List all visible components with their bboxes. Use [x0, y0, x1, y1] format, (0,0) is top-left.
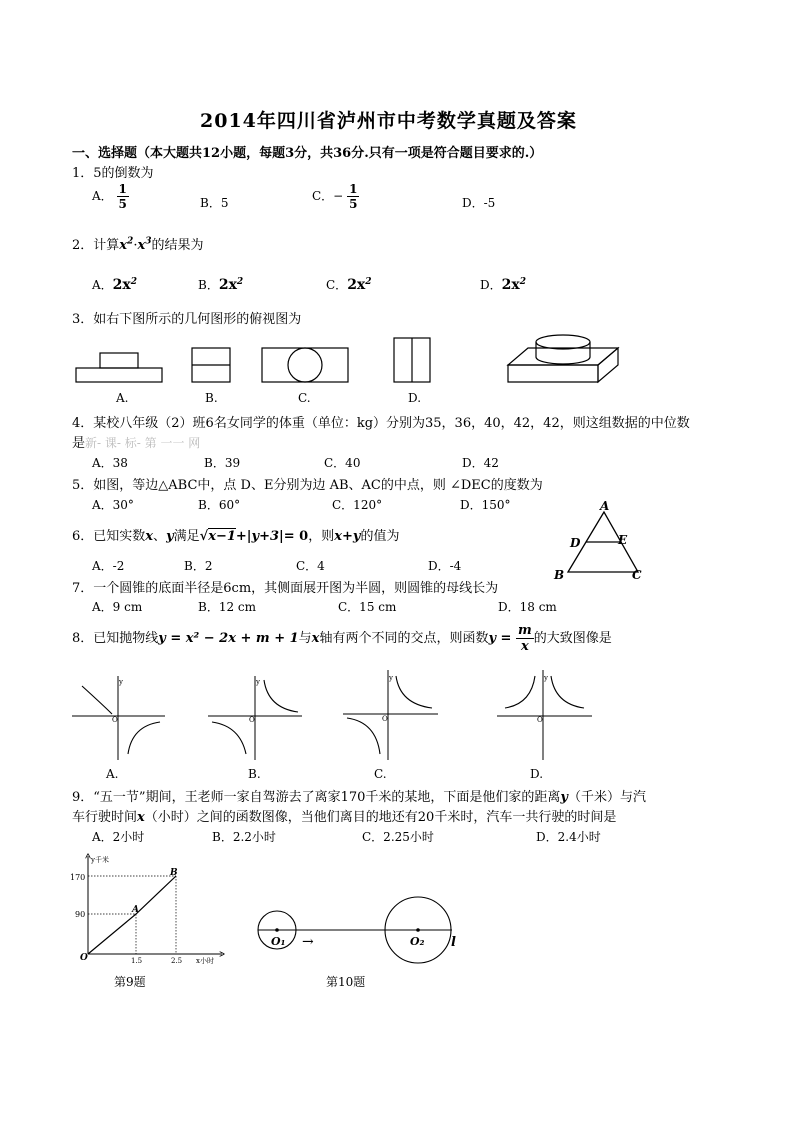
q2-option-a: A．$2x^2$ — [92, 277, 138, 293]
q10-o1: O₁ — [271, 935, 286, 948]
q3-stem: 3．如右下图所示的几何图形的俯视图为 — [72, 312, 302, 327]
q5-stem: 5．如图，等边△ABC中，点 D、E分别为边 AB、AC的中点，则 ∠DEC的度数为 — [72, 478, 543, 493]
q6-option-a: A．-2 — [92, 559, 125, 573]
q8-d-o: O — [537, 716, 543, 724]
q4-option-d: D．42 — [462, 456, 499, 470]
q6-option-c: C．4 — [296, 559, 325, 573]
q8-label-c: C. — [374, 767, 387, 781]
page-title: 2014年四川省泸州市中考数学真题及答案 — [200, 110, 577, 132]
q7-stem: 7．一个圆锥的底面半径是6cm，其侧面展开图为半圆，则圆锥的母线长为 — [72, 581, 499, 596]
q1-stem: 1．5的倒数为 — [72, 166, 154, 181]
q1-option-b: B．5 — [200, 196, 229, 210]
q9-origin: O — [80, 953, 88, 963]
section-heading: 一、选择题（本大题共12小题，每题3分，共36分.只有一项是符合题目要求的.） — [72, 146, 543, 161]
q3-label-a: A. — [116, 391, 129, 405]
q7-option-b: B．12 cm — [198, 600, 257, 614]
q3-label-b: B. — [205, 391, 218, 405]
q8-c-o: O — [382, 715, 388, 723]
q5-option-b: B．60° — [198, 498, 241, 512]
q2-stem: 2．计算$x^2\cdot x^3$的结果为 — [72, 236, 204, 253]
q8-d-y: y — [544, 674, 548, 682]
q9-option-b: B．2.2小时 — [212, 830, 276, 844]
q6-option-d: D．-4 — [428, 559, 462, 573]
q1-option-a: A． $\frac{1}{5}$ — [92, 182, 127, 211]
q8-label-d: D. — [530, 767, 544, 781]
q2-option-c: C．$2x^2$ — [326, 277, 372, 293]
q2-option-b: B．$2x^2$ — [198, 277, 244, 293]
q10-caption: 第10题 — [326, 975, 366, 989]
q9-ylabel: y千米 — [91, 856, 109, 864]
q8-b-y: y — [256, 678, 260, 686]
q9-y90: 90 — [75, 910, 86, 919]
q8-a-y: y — [119, 678, 123, 686]
q1-option-d: D．-5 — [462, 196, 496, 210]
q8-c-y: y — [389, 674, 393, 682]
q9-xlabel: x小时 — [196, 957, 214, 965]
watermark: 新- 课- 标- 第 一一 网 — [85, 436, 201, 450]
q8-a-o: O — [112, 716, 118, 724]
q5-option-d: D．150° — [460, 498, 511, 512]
q2-option-d: D．$2x^2$ — [480, 277, 526, 293]
q8-stem: 8．已知抛物线y = x² − 2x + m + 1与x轴有两个不同的交点，则函数y = $\frac{m}{x}$ 的大致图像是 — [72, 623, 612, 654]
q1-option-c: C．− $\frac{1}{5}$ — [312, 182, 358, 211]
fig5-label-d: D — [570, 536, 581, 550]
q9-x15: 1.5 — [131, 957, 143, 965]
fig5-label-c: C — [632, 568, 642, 582]
q10-line-l: l — [451, 935, 456, 950]
q3-label-c: C. — [298, 391, 311, 405]
q4-option-c: C．40 — [324, 456, 361, 470]
q8-label-b: B. — [248, 767, 261, 781]
q5-option-c: C．120° — [332, 498, 383, 512]
q9-option-c: C．2.25小时 — [362, 830, 434, 844]
q8-b-o: O — [249, 716, 255, 724]
q10-o2: O₂ — [410, 935, 425, 948]
q9-option-a: A．2小时 — [92, 830, 145, 844]
q6-stem: 6．已知实数x、y满足√x−1+|y+3|= 0，则x+y的值为 — [72, 529, 400, 544]
q10-arrow: → — [302, 934, 314, 950]
q9-y170: 170 — [70, 873, 86, 882]
q4-stem-line1: 4．某校八年级（2）班6名女同学的体重（单位：kg）分别为35，36，40，42，42，则这组数据的中位数 — [72, 416, 690, 431]
q4-option-b: B．39 — [204, 456, 241, 470]
fig5-label-b: B — [554, 568, 565, 582]
q6-option-b: B．2 — [184, 559, 213, 573]
q9-stem-line1: 9．“五一节”期间，王老师一家自驾游去了离家170千米的某地，下面是他们家的距离y（千米）与汽 — [72, 790, 646, 805]
q9-point-b: B — [170, 868, 178, 878]
fig5-label-e: E — [618, 533, 628, 547]
q5-option-a: A．30° — [92, 498, 134, 512]
q9-x25: 2.5 — [171, 957, 183, 965]
q4-option-a: A．38 — [92, 456, 128, 470]
q3-label-d: D. — [408, 391, 422, 405]
q9-stem-line2: 车行驶时间x（小时）之间的函数图像，当他们离目的地还有20千米时，汽车一共行驶的时间是 — [72, 810, 617, 825]
q7-option-a: A．9 cm — [92, 600, 143, 614]
q7-option-d: D．18 cm — [498, 600, 557, 614]
q9-option-d: D．2.4小时 — [536, 830, 601, 844]
q7-option-c: C．15 cm — [338, 600, 397, 614]
q4-stem-line2: 是新- 课- 标- 第 一一 网 — [72, 436, 201, 451]
fig5-label-a: A — [600, 499, 610, 513]
q9-caption: 第9题 — [114, 975, 146, 989]
q8-label-a: A. — [106, 767, 119, 781]
q9-point-a: A — [132, 905, 139, 915]
